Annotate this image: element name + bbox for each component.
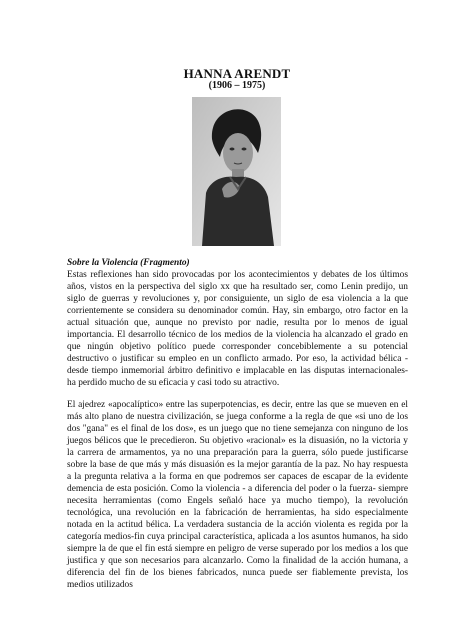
portrait-photo-image — [192, 97, 281, 246]
body-text — [67, 257, 408, 591]
paragraph-2: El ajedrez «apocalíptico» entre las superpotencias, es decir, entre las que se mueven en el más alto plano de nuestra civilización, se juega conforme a la regla de que «si uno de los dos "gana" es el final de los dos», es un juego que no tiene semejanza con ninguno de los juegos bélicos que le precedieron. Su objetivo «racional» es la disuasión, no la victoria y la carrera de armamentos, ya no una preparación para la guerra, sólo puede justificarse sobre la base de que más y más disuasión es la mejor garantía de la paz. No hay respuesta a la pregunta relativa a la forma en que podremos ser capaces de escapar de la evidente demencia de esta posición. Como la violencia - a diferencia del poder o la fuerza- siempre necesita herramientas (como Engels señaló hace ya mucho tiempo), la revolución tecnológica, una revolución en la fabricación de herramientas, ha sido especialmente notada en la actitud bélica. La verdadera sustancia de la acción violenta es regida por la categoría medios-fin cuya principal característica, aplicada a los asuntos humanos, ha sido siempre la de que el fin está siempre en peligro de verse superado por los medios a los que justifica y que son necesarios para alcanzarlo. Como la finalidad de la acción humana, a diferencia del fin de los bienes fabricados, nunca puede ser fiablemente prevista, los medios utilizados — [67, 400, 408, 590]
essay-subtitle: Sobre la Violencia (Fragmento) — [67, 258, 190, 268]
life-dates: (1906 – 1975) — [208, 80, 266, 91]
author-portrait — [192, 97, 281, 246]
page-title: HANNA ARENDT — [183, 66, 291, 81]
paragraph-1: Estas reflexiones han sido provocadas por los acontecimientos y debates de los últimos años, vistos en la perspectiva del siglo xx que ha resultado ser, como Lenin predijo, un siglo de guerras y revoluciones y, por consiguiente, un siglo de esa violencia a la que corrientemente se considera su denominador común. Hay, sin embargo, otro factor en la actual situación que, aunque no previsto por nadie, resulta por lo menos de igual importancia. El desarrollo técnico de los medios de la violencia ha alcanzado el grado en que ningún objetivo político puede corresponder concebiblemente a su potencial destructivo o justificar su empleo en un conflicto armado. Por eso, la actividad bélica -desde tiempo inmemorial árbitro definitivo e implacable en las disputas internacionales- ha perdido mucho de su eficacia y casi todo su atractivo. — [67, 270, 408, 388]
